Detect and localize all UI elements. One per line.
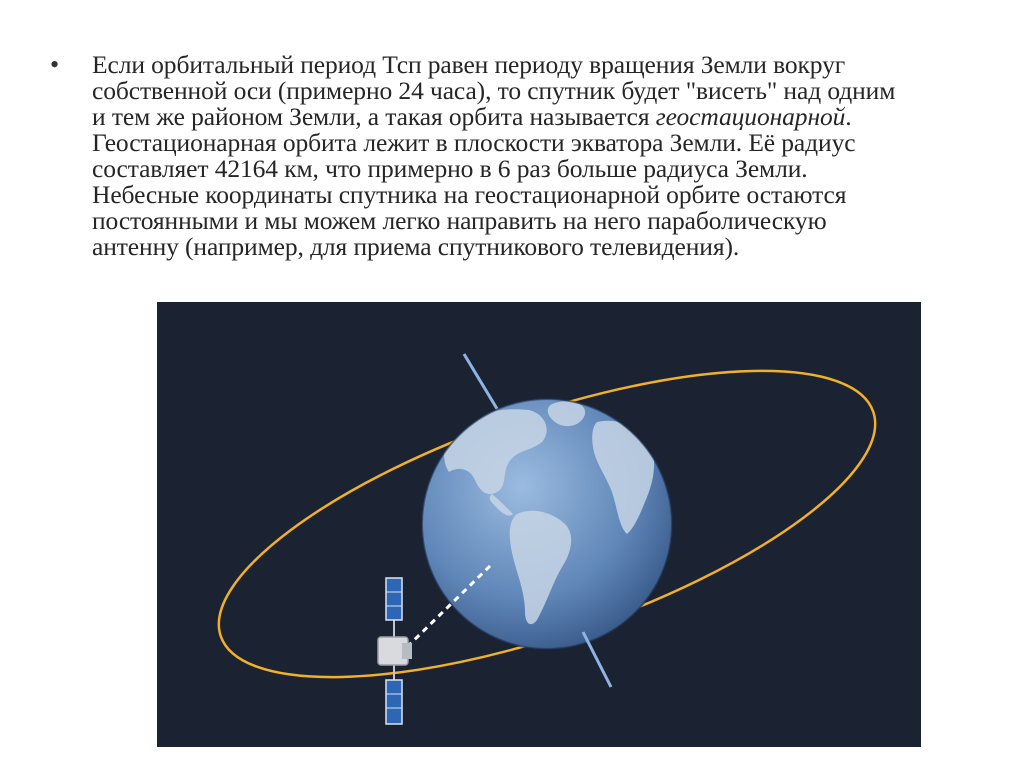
earth-globe <box>422 399 672 649</box>
text-line-4: Геостационарная орбита лежит в плоскости экватора Земли. Её радиус <box>92 128 856 157</box>
geostationary-orbit-illustration <box>157 302 921 747</box>
orbit-diagram-svg <box>157 302 921 747</box>
text-line-1: Если орбитальный период Тсп равен периоду вращения Земли вокруг <box>92 50 846 79</box>
bullet-marker: • <box>50 50 60 79</box>
text-line-2: собственной оси (примерно 24 часа), то спутник будет "висеть" над одним <box>92 76 896 105</box>
bullet-text <box>92 52 972 260</box>
text-line-7: постоянными и мы можем легко направить на него параболическую <box>92 206 827 235</box>
text-line-3: и тем же районом Земли, а такая орбита называется <box>92 102 656 131</box>
earth-axis-bottom <box>583 632 611 687</box>
text-line-5: составляет 42164 км, что примерно в 6 раз больше радиуса Земли. <box>92 154 808 183</box>
term-geostationary: геостационарной <box>655 102 846 131</box>
text-line-6: Небесные координаты спутника на геостационарной орбите остаются <box>92 180 847 209</box>
text-line-8: антенну (например, для приема спутникового телевидения). <box>92 232 740 261</box>
satellite <box>378 578 412 724</box>
text-line-3-end: . <box>845 102 852 131</box>
